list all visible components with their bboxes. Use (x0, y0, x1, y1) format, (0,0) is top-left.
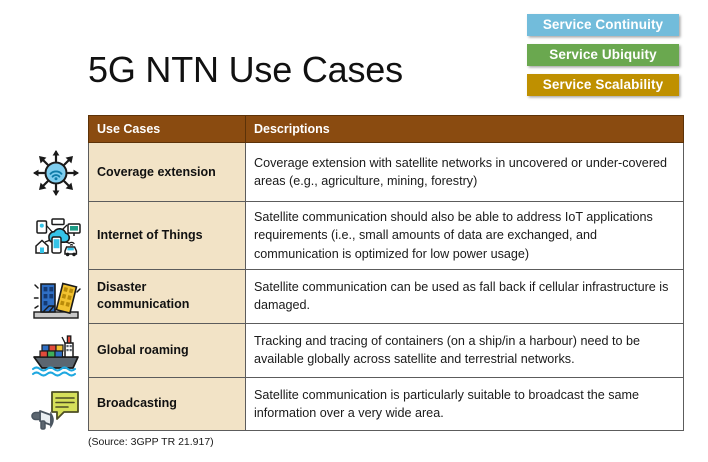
source-note: (Source: 3GPP TR 21.917) (88, 436, 214, 448)
table-row (89, 377, 684, 430)
use-case-label: Internet of Things (89, 202, 246, 270)
disaster-communication-icon (26, 270, 86, 326)
use-case-description: Satellite communication is particularly suitable to broadcast the same information over a very wide area. (246, 377, 684, 430)
service-badge-stack (527, 14, 679, 96)
broadcasting-icon (26, 382, 86, 438)
badge-service-ubiquity[interactable]: Service Ubiquity (527, 44, 679, 66)
column-header-use-cases: Use Cases (89, 116, 246, 143)
table-row (89, 143, 684, 202)
container-ship-glyph (29, 331, 83, 379)
table-row (89, 323, 684, 377)
use-case-description: Satellite communication can be used as fall back if cellular infrastructure is damaged. (246, 269, 684, 323)
table-row (89, 202, 684, 270)
use-cases-table (88, 115, 684, 431)
megaphone-glyph (30, 387, 82, 433)
internet-of-things-icon (26, 207, 86, 263)
use-case-label: Disaster communication (89, 269, 246, 323)
internet-of-things-glyph (29, 210, 83, 260)
use-case-label: Global roaming (89, 323, 246, 377)
disaster-communication-glyph (30, 274, 82, 322)
table-row (89, 269, 684, 323)
use-case-label: Broadcasting (89, 377, 246, 430)
use-case-description: Tracking and tracing of containers (on a ship/in a harbour) need to be available globally across satellite and terrestrial networks. (246, 323, 684, 377)
page-title: 5G NTN Use Cases (88, 49, 403, 90)
coverage-extension-glyph (31, 148, 81, 198)
use-case-label: Coverage extension (89, 143, 246, 202)
badge-service-scalability[interactable]: Service Scalability (527, 74, 679, 96)
use-case-description: Satellite communication should also be able to address IoT applications requirements (i.e., small amounts of data are exchanged, and communication is optimized for low power usage) (246, 202, 684, 270)
coverage-extension-icon (26, 145, 86, 201)
badge-service-continuity[interactable]: Service Continuity (527, 14, 679, 36)
global-roaming-icon (26, 327, 86, 383)
use-case-description: Coverage extension with satellite networks in uncovered or under-covered areas (e.g., agriculture, mining, forestry) (246, 143, 684, 202)
table-header-row (89, 116, 684, 143)
column-header-descriptions: Descriptions (246, 116, 684, 143)
